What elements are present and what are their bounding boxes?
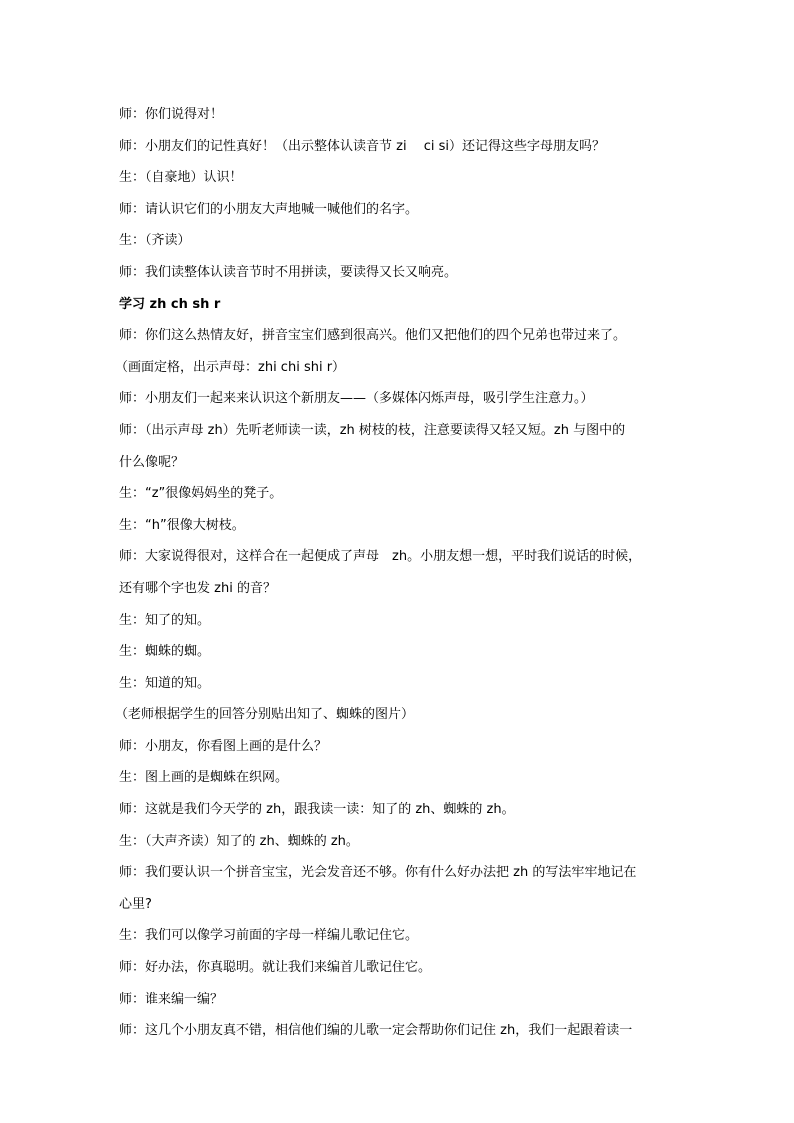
text-line: 师：小朋友们的记性真好！（出示整体认读音节 zi ci si）还记得这些字母朋友吗？ xyxy=(119,138,605,154)
text-line: 师：你们这么热情友好，拼音宝宝们感到很高兴。他们又把他们的四个兄弟也带过来了。 xyxy=(119,328,627,344)
text-line: 师：你们说得对！ xyxy=(119,107,224,122)
text-line: 师：我们要认识一个拼音宝宝，光会发音还不够。你有什么好办法把 zh 的写法牢牢地记在 xyxy=(119,865,637,881)
text-line: 师：小朋友，你看图上画的是什么？ xyxy=(119,738,328,754)
text-line: 生：图上画的是蜘蛛在织网。 xyxy=(119,770,289,786)
text-line: 师：大家说得很对，这样合在一起便成了声母 zh。小朋友想一想，平时我们说话的时候， xyxy=(119,549,642,565)
text-line: 生：知道的知。 xyxy=(119,675,211,691)
text-line: 还有哪个字也发 zhi 的音？ xyxy=(119,580,276,596)
text-line: 生：蜘蛛的蜘。 xyxy=(119,644,211,660)
text-line: 生：知了的知。 xyxy=(119,612,211,628)
text-line: 师：好办法，你真聪明。就让我们来编首儿歌记住它。 xyxy=(119,960,432,976)
text-line: 生：“h”很像大树枝。 xyxy=(119,517,245,533)
text-line: 师：谁来编一编？ xyxy=(119,991,224,1007)
text-line: 师：（出示声母 zh）先听老师读一读，zh 树枝的枝，注意要读得又轻又短。zh 与图中的 xyxy=(119,422,626,438)
text-line: 师：我们读整体认读音节时不用拼读，要读得又长又响亮。 xyxy=(119,264,458,280)
text-line: 生：（自豪地）认识！ xyxy=(119,170,243,186)
text-line: （画面定格，出示声母：zhi chi shi r） xyxy=(115,359,346,375)
text-line: （老师根据学生的回答分别贴出知了、蜘蛛的图片） xyxy=(115,707,415,723)
section-heading: 学习 zh ch sh r xyxy=(119,296,221,312)
text-line: 心里? xyxy=(119,896,152,912)
text-line: 师：这就是我们今天学的 zh，跟我读一读：知了的 zh、蜘蛛的 zh。 xyxy=(119,802,515,818)
text-line: 生：“z”很像妈妈坐的凳子。 xyxy=(119,486,283,502)
text-line: 师：小朋友们一起来来认识这个新朋友——（多媒体闪烁声母，吸引学生注意力。） xyxy=(119,391,594,407)
document-body xyxy=(115,99,683,1047)
text-line: 什么像呢？ xyxy=(119,454,185,470)
text-line: 生：我们可以像学习前面的字母一样编儿歌记住它。 xyxy=(119,928,419,944)
text-line: 生：（大声齐读）知了的 zh、蜘蛛的 zh。 xyxy=(119,833,359,849)
text-line: 生：（齐读） xyxy=(119,233,191,249)
text-line: 师：这几个小朋友真不错，相信他们编的儿歌一定会帮助你们记住 zh，我们一起跟着读一 xyxy=(119,1023,633,1039)
text-line: 师：请认识它们的小朋友大声地喊一喊他们的名字。 xyxy=(119,201,419,217)
